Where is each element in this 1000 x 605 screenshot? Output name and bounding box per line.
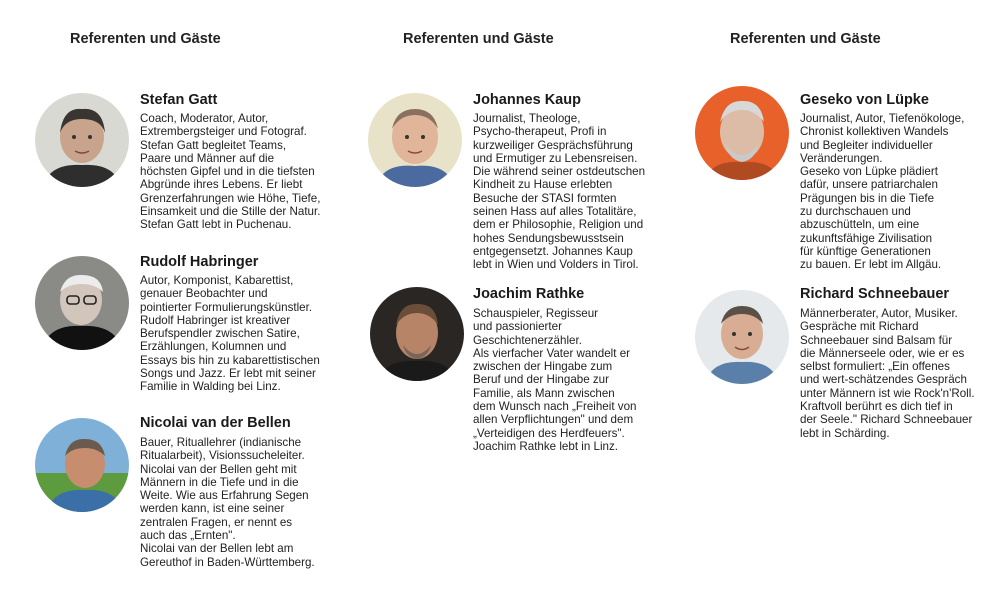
avatar-rudolf-habringer bbox=[35, 256, 129, 350]
person-bio: Schauspieler, Regisseur und passionierter Geschichtenerzähler. Als vierfacher Vater wandelt er zwischen der Hingabe zum Beruf und der Hingabe zur Familie, als Mann zwischen dem Wunsch nach „Freiheit von allen Verpflichtungen" und dem „Verteidigen des Herdfeuers". Joachim Rathke lebt in Linz. bbox=[473, 307, 637, 453]
person-bio: Coach, Moderator, Autor, Extrembergsteiger und Fotograf. Stefan Gatt begleitet Teams, Paare und Männer auf die höchsten Gipfel und in die tiefsten Abgründe ihres Lebens. Er liebt Grenzerfahrungen wie Höhe, Tiefe, Einsamkeit und die Stille der Natur. Stefan Gatt lebt in Puchenau. bbox=[140, 112, 321, 232]
avatar-stefan-gatt bbox=[35, 93, 129, 187]
column-title-1: Referenten und Gäste bbox=[70, 31, 221, 47]
person-name: Johannes Kaup bbox=[473, 92, 581, 108]
person-name: Joachim Rathke bbox=[473, 286, 585, 302]
person-bio: Bauer, Rituallehrer (indianische Ritualarbeit), Visionssucheleiter. Nicolai van der Bellen geht mit Männern in die Tiefe und in die Weite. Wie aus Erfahrung Segen werden kann, ist eine seiner zentralen Fragen, er nennt es auch das „Ernten". Nicolai van der Bellen lebt am Gereuthof in Baden-Württemberg. bbox=[140, 436, 315, 569]
person-name: Richard Schneebauer bbox=[800, 286, 950, 302]
person-name: Stefan Gatt bbox=[140, 92, 218, 108]
person-bio: Autor, Komponist, Kabarettist, genauer Beobachter und pointierter Formulierungskünstler. Rudolf Habringer ist kreativer Berufspendler zwischen Satire, Erzählungen, Kolumnen und Essays bis hin zu kabarettistischen Songs und Jazz. Er lebt mit seiner Familie in Walding bei Linz. bbox=[140, 274, 320, 394]
column-title-3: Referenten und Gäste bbox=[730, 31, 881, 47]
avatar-geseko-von-luepke bbox=[695, 86, 789, 180]
column-title-2: Referenten und Gäste bbox=[403, 31, 554, 47]
avatar-nicolai-van-der-bellen bbox=[35, 418, 129, 512]
person-bio: Journalist, Autor, Tiefenökologe, Chronist kollektiven Wandels und Begleiter individueller Veränderungen. Geseko von Lüpke plädiert dafür, unsere patriarchalen Prägungen bis in die Tiefe zu durchschauen und abzuschütteln, um eine zukunftsfähige Zivilisation für künftige Generationen zu bauen. Er lebt im Allgäu. bbox=[800, 112, 965, 272]
person-name: Nicolai van der Bellen bbox=[140, 415, 291, 431]
avatar-richard-schneebauer bbox=[695, 290, 789, 384]
person-bio: Journalist, Theologe, Psycho-therapeut, Profi in kurzweiliger Gesprächsführung und Ermutiger zu Lebensreisen. Die während seiner ostdeutschen Kindheit zu Hause erlebten Besuche der STASI formten seinen Hass auf alles Totalitäre, dem er Philosophie, Religion und hohes Sendungsbewusstsein entgegensetzt. Johannes Kaup lebt in Wien und Volders in Tirol. bbox=[473, 112, 646, 272]
person-name: Rudolf Habringer bbox=[140, 254, 259, 270]
person-name: Geseko von Lüpke bbox=[800, 92, 929, 108]
person-bio: Männerberater, Autor, Musiker. Gespräche mit Richard Schneebauer sind Balsam für die Männerseele oder, wie er es selbst formuliert: „Ein offenes und wert-schätzendes Gespräch unter Männern ist wie Rock'n'Roll. Kraftvoll berührt es dich tief in der Seele." Richard Schneebauer lebt in Schärding. bbox=[800, 307, 975, 440]
avatar-johannes-kaup bbox=[368, 93, 462, 187]
avatar-joachim-rathke bbox=[370, 287, 464, 381]
